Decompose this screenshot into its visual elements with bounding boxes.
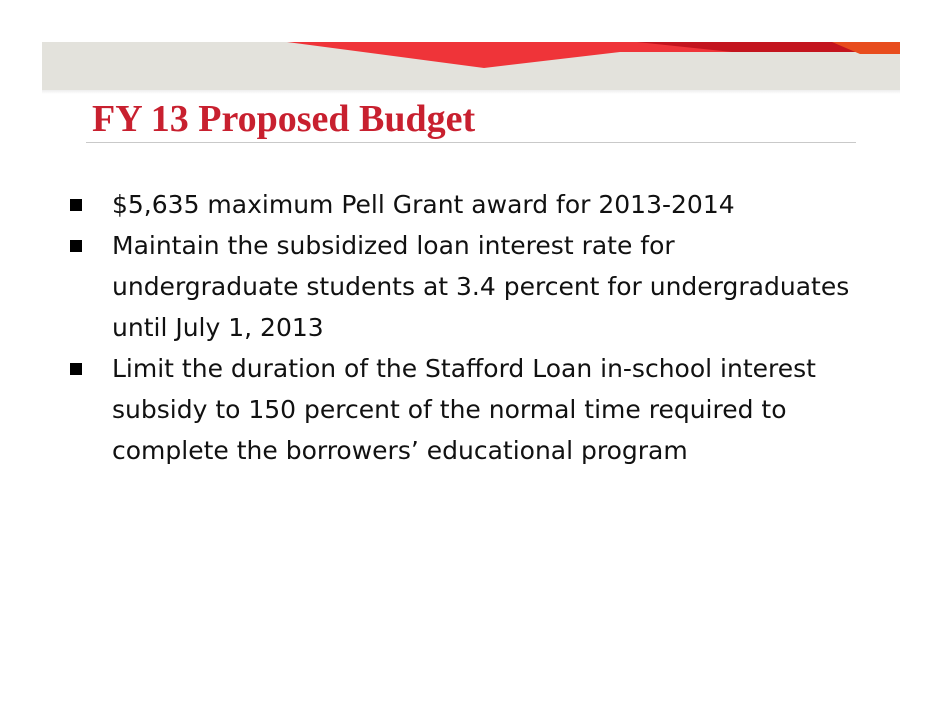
bullet-text: $5,635 maximum Pell Grant award for 2013-2014 (112, 190, 735, 219)
bullet-text: Maintain the subsidized loan interest rate for undergraduate students at 3.4 percent for undergraduates until July 1, 2013 (112, 231, 850, 342)
banner-divider (42, 90, 900, 94)
bullet-list (66, 184, 856, 471)
square-bullet-icon (70, 199, 82, 211)
slide-title: FY 13 Proposed Budget (92, 98, 476, 140)
bullet-text: Limit the duration of the Stafford Loan in-school interest subsidy to 150 percent of the normal time required to complete the borrowers’ educational program (112, 354, 816, 465)
bullet-item (66, 225, 856, 348)
square-bullet-icon (70, 240, 82, 252)
bullet-item (66, 184, 856, 225)
square-bullet-icon (70, 363, 82, 375)
title-underline (86, 142, 856, 143)
bullet-item (66, 348, 856, 471)
banner-graphic (42, 42, 900, 90)
header-banner (42, 42, 900, 90)
